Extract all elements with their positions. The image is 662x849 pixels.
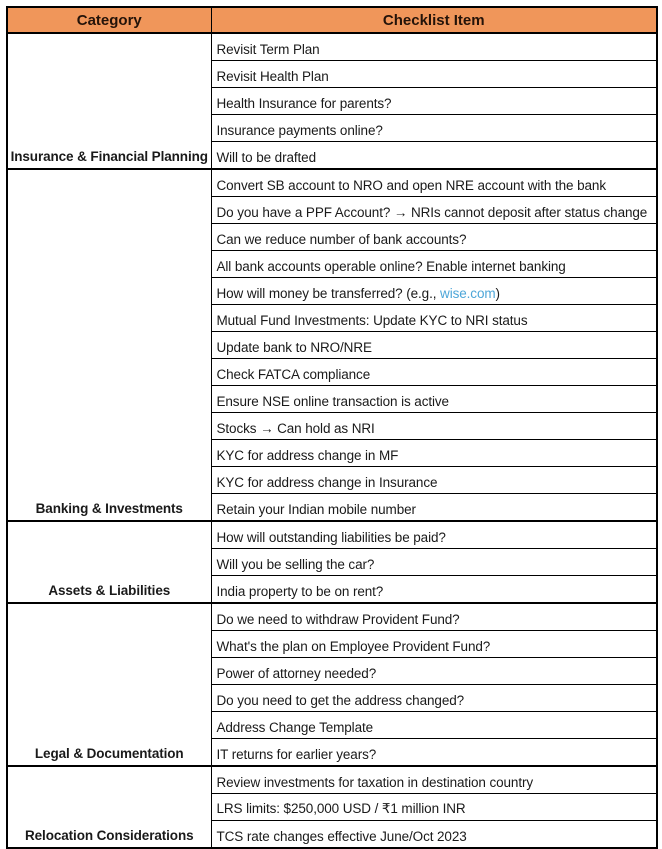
checklist-item-text: KYC for address change in MF <box>216 448 399 463</box>
checklist-item-cell <box>211 224 657 251</box>
checklist-item-text: Review investments for taxation in destination country <box>216 775 534 790</box>
table-body <box>7 33 657 848</box>
checklist-item-cell <box>211 142 657 170</box>
checklist-item-text: Can we reduce number of bank accounts? <box>216 232 467 247</box>
checklist-item-cell <box>211 169 657 197</box>
checklist-item-text: Do you have a PPF Account? → NRIs cannot deposit after status change <box>216 205 648 220</box>
checklist-item-text: Convert SB account to NRO and open NRE account with the bank <box>216 178 606 193</box>
checklist-item-text-after: ) <box>495 286 500 301</box>
checklist-item-text: Revisit Health Plan <box>216 69 329 84</box>
checklist-item-text: KYC for address change in Insurance <box>216 475 438 490</box>
category-label: Banking & Investments <box>35 501 183 516</box>
checklist-item-text: Check FATCA compliance <box>216 367 371 382</box>
checklist-item-text: Health Insurance for parents? <box>216 96 392 111</box>
category-cell <box>7 603 211 766</box>
table-row <box>7 169 657 197</box>
checklist-item-text: IT returns for earlier years? <box>216 747 377 762</box>
checklist-item-cell <box>211 494 657 522</box>
checklist-item-cell <box>211 197 657 224</box>
checklist-item-cell <box>211 631 657 658</box>
checklist-item-text: Do you need to get the address changed? <box>216 693 465 708</box>
checklist-item-cell <box>211 251 657 278</box>
checklist-item-cell <box>211 766 657 794</box>
checklist-item-cell <box>211 413 657 440</box>
checklist-item-text: Will you be selling the car? <box>216 557 375 572</box>
checklist-item-text: Update bank to NRO/NRE <box>216 340 372 355</box>
category-cell <box>7 521 211 603</box>
checklist-item-cell <box>211 576 657 604</box>
checklist-item-text: Do we need to withdraw Provident Fund? <box>216 612 460 627</box>
table-row <box>7 521 657 549</box>
checklist-item-cell <box>211 386 657 413</box>
checklist-item-text: What's the plan on Employee Provident Fund? <box>216 639 491 654</box>
checklist-item-text: Retain your Indian mobile number <box>216 502 416 517</box>
checklist-item-text: Ensure NSE online transaction is active <box>216 394 449 409</box>
checklist-item-cell <box>211 821 657 849</box>
checklist-item-text: Address Change Template <box>216 720 374 735</box>
checklist-item-cell <box>211 794 657 821</box>
checklist-item-cell <box>211 467 657 494</box>
checklist-item-cell <box>211 712 657 739</box>
checklist-item-cell <box>211 440 657 467</box>
category-cell <box>7 169 211 521</box>
checklist-item-cell <box>211 332 657 359</box>
checklist-item-text: TCS rate changes effective June/Oct 2023 <box>216 829 467 844</box>
checklist-item-cell <box>211 739 657 767</box>
checklist-item-cell <box>211 61 657 88</box>
checklist-item-text: Will to be drafted <box>216 150 316 165</box>
checklist-item-text: All bank accounts operable online? Enable internet banking <box>216 259 566 274</box>
category-label: Assets & Liabilities <box>48 583 171 598</box>
table-row <box>7 603 657 631</box>
checklist-item-text: Revisit Term Plan <box>216 42 320 57</box>
checklist-item-cell <box>211 685 657 712</box>
checklist-item-cell <box>211 305 657 332</box>
checklist-item-cell <box>211 33 657 61</box>
table-row <box>7 766 657 794</box>
checklist-item-cell <box>211 521 657 549</box>
checklist-item-cell <box>211 278 657 305</box>
category-label: Legal & Documentation <box>34 746 184 761</box>
checklist-item-text: Insurance payments online? <box>216 123 383 138</box>
category-label: Insurance & Financial Planning <box>10 149 208 164</box>
category-column-header: Category <box>7 7 211 33</box>
checklist-item-text: How will money be transferred? (e.g., <box>216 286 441 301</box>
checklist-table <box>6 6 658 849</box>
checklist-item-text: Power of attorney needed? <box>216 666 377 681</box>
checklist-column-header: Checklist Item <box>211 7 657 33</box>
checklist-item-cell <box>211 115 657 142</box>
checklist-item-cell <box>211 658 657 685</box>
checklist-item-text: Mutual Fund Investments: Update KYC to NRI status <box>216 313 528 328</box>
header-row <box>7 7 657 33</box>
table-row <box>7 33 657 61</box>
checklist-item-text: Stocks → Can hold as NRI <box>216 421 375 436</box>
checklist-item-text: LRS limits: $250,000 USD / ₹1 million INR <box>216 801 466 816</box>
wise-link[interactable]: wise.com <box>440 286 496 301</box>
category-cell <box>7 766 211 848</box>
checklist-item-cell <box>211 603 657 631</box>
checklist-item-cell <box>211 88 657 115</box>
checklist-item-text: India property to be on rent? <box>216 584 384 599</box>
checklist-item-text: How will outstanding liabilities be paid? <box>216 530 446 545</box>
checklist-item-cell <box>211 549 657 576</box>
checklist-item-cell <box>211 359 657 386</box>
category-cell <box>7 33 211 169</box>
category-label: Relocation Considerations <box>24 828 194 843</box>
